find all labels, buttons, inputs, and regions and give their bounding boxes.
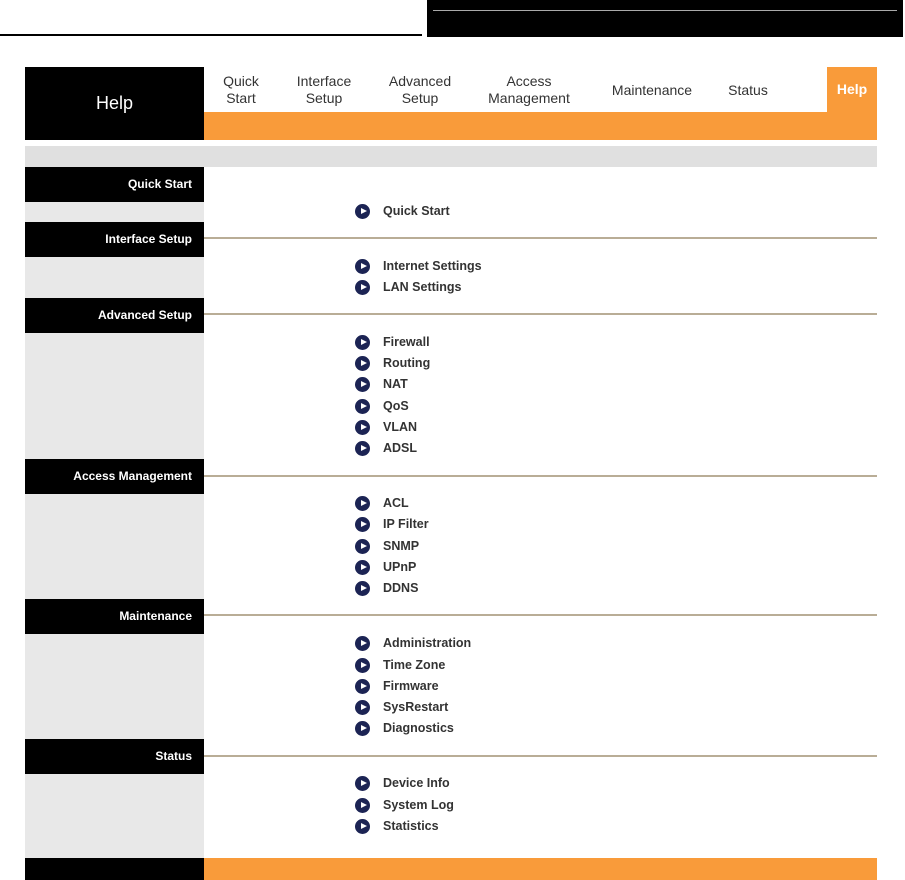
circle-arrow-right-icon bbox=[355, 539, 370, 554]
tab-maintenance[interactable]: Maintenance bbox=[611, 81, 693, 98]
help-link[interactable] bbox=[355, 353, 430, 373]
router-help-page bbox=[25, 67, 877, 880]
circle-arrow-right-icon bbox=[355, 335, 370, 350]
section-label-status: Status bbox=[25, 739, 204, 774]
help-link-label: DDNS bbox=[383, 581, 419, 595]
help-link-label: Device Info bbox=[383, 776, 450, 790]
header bbox=[25, 67, 877, 140]
help-link[interactable] bbox=[355, 816, 439, 836]
circle-arrow-right-icon bbox=[355, 356, 370, 371]
document-header-rule bbox=[0, 34, 422, 36]
help-link-label: Administration bbox=[383, 636, 472, 650]
footer-bar bbox=[204, 858, 877, 880]
help-link-label: Quick Start bbox=[383, 204, 450, 218]
top-nav bbox=[204, 67, 877, 112]
section-label-advanced-setup: Advanced Setup bbox=[25, 298, 204, 333]
help-link[interactable] bbox=[355, 697, 448, 717]
circle-arrow-right-icon bbox=[355, 441, 370, 456]
page-title: Help bbox=[25, 67, 204, 140]
circle-arrow-right-icon bbox=[355, 679, 370, 694]
circle-arrow-right-icon bbox=[355, 776, 370, 791]
help-link[interactable] bbox=[355, 374, 408, 394]
circle-arrow-right-icon bbox=[355, 377, 370, 392]
help-link[interactable] bbox=[355, 718, 454, 738]
circle-arrow-right-icon bbox=[355, 636, 370, 651]
help-link-label: SysRestart bbox=[383, 700, 449, 714]
section-label-maintenance: Maintenance bbox=[25, 599, 204, 634]
circle-arrow-right-icon bbox=[355, 496, 370, 511]
help-link[interactable] bbox=[355, 493, 409, 513]
footer-left bbox=[25, 858, 204, 880]
section-divider bbox=[204, 614, 877, 616]
help-link-label: ADSL bbox=[383, 441, 418, 455]
section-divider bbox=[204, 313, 877, 315]
section-divider bbox=[204, 237, 877, 239]
section-label-access-management: Access Management bbox=[25, 459, 204, 494]
help-link[interactable] bbox=[355, 795, 454, 815]
tab-status[interactable]: Status bbox=[728, 81, 768, 98]
help-link-label: Routing bbox=[383, 356, 431, 370]
circle-arrow-right-icon bbox=[355, 658, 370, 673]
help-link-label: ACL bbox=[383, 496, 409, 510]
section-divider bbox=[204, 475, 877, 477]
circle-arrow-right-icon bbox=[355, 700, 370, 715]
help-link[interactable] bbox=[355, 676, 439, 696]
circle-arrow-right-icon bbox=[355, 204, 370, 219]
section-label-interface-setup: Interface Setup bbox=[25, 222, 204, 257]
help-link[interactable] bbox=[355, 536, 419, 556]
help-link-label: System Log bbox=[383, 798, 454, 812]
tab-access-management[interactable]: Access Management bbox=[488, 73, 570, 106]
section-divider bbox=[204, 755, 877, 757]
tab-interface-setup[interactable]: Interface Setup bbox=[296, 73, 352, 106]
document-header-box bbox=[427, 0, 903, 37]
circle-arrow-right-icon bbox=[355, 399, 370, 414]
separator-strip bbox=[25, 146, 877, 167]
help-link[interactable] bbox=[355, 277, 461, 297]
section-label-quick-start: Quick Start bbox=[25, 167, 204, 202]
circle-arrow-right-icon bbox=[355, 798, 370, 813]
help-link-label: Firewall bbox=[383, 335, 430, 349]
help-link[interactable] bbox=[355, 633, 471, 653]
help-link-label: SNMP bbox=[383, 539, 420, 553]
help-link[interactable] bbox=[355, 256, 482, 276]
help-link-label: IP Filter bbox=[383, 517, 429, 531]
help-link[interactable] bbox=[355, 578, 418, 598]
tab-help[interactable]: Help bbox=[827, 67, 877, 112]
document-header-box-line bbox=[433, 10, 897, 11]
help-link-label: LAN Settings bbox=[383, 280, 462, 294]
help-link-label: Internet Settings bbox=[383, 259, 482, 273]
help-link-label: Firmware bbox=[383, 679, 439, 693]
help-link[interactable] bbox=[355, 655, 445, 675]
circle-arrow-right-icon bbox=[355, 517, 370, 532]
circle-arrow-right-icon bbox=[355, 280, 370, 295]
help-link-label: Time Zone bbox=[383, 658, 446, 672]
help-link[interactable] bbox=[355, 773, 450, 793]
circle-arrow-right-icon bbox=[355, 560, 370, 575]
help-link[interactable] bbox=[355, 514, 429, 534]
circle-arrow-right-icon bbox=[355, 581, 370, 596]
help-link-label: Diagnostics bbox=[383, 721, 454, 735]
circle-arrow-right-icon bbox=[355, 259, 370, 274]
help-link-label: Statistics bbox=[383, 819, 439, 833]
tab-advanced-setup[interactable]: Advanced Setup bbox=[388, 73, 452, 106]
help-link[interactable] bbox=[355, 557, 416, 577]
help-link[interactable] bbox=[355, 396, 409, 416]
circle-arrow-right-icon bbox=[355, 819, 370, 834]
help-link-label: VLAN bbox=[383, 420, 418, 434]
tab-quick-start[interactable]: Quick Start bbox=[223, 73, 259, 106]
help-link[interactable] bbox=[355, 438, 417, 458]
help-link-label: NAT bbox=[383, 377, 408, 391]
help-link[interactable] bbox=[355, 332, 430, 352]
circle-arrow-right-icon bbox=[355, 420, 370, 435]
help-link[interactable] bbox=[355, 417, 417, 437]
circle-arrow-right-icon bbox=[355, 721, 370, 736]
help-link-label: UPnP bbox=[383, 560, 417, 574]
help-link-label: QoS bbox=[383, 399, 409, 413]
subnav-bar bbox=[204, 112, 877, 140]
help-link[interactable] bbox=[355, 201, 450, 221]
